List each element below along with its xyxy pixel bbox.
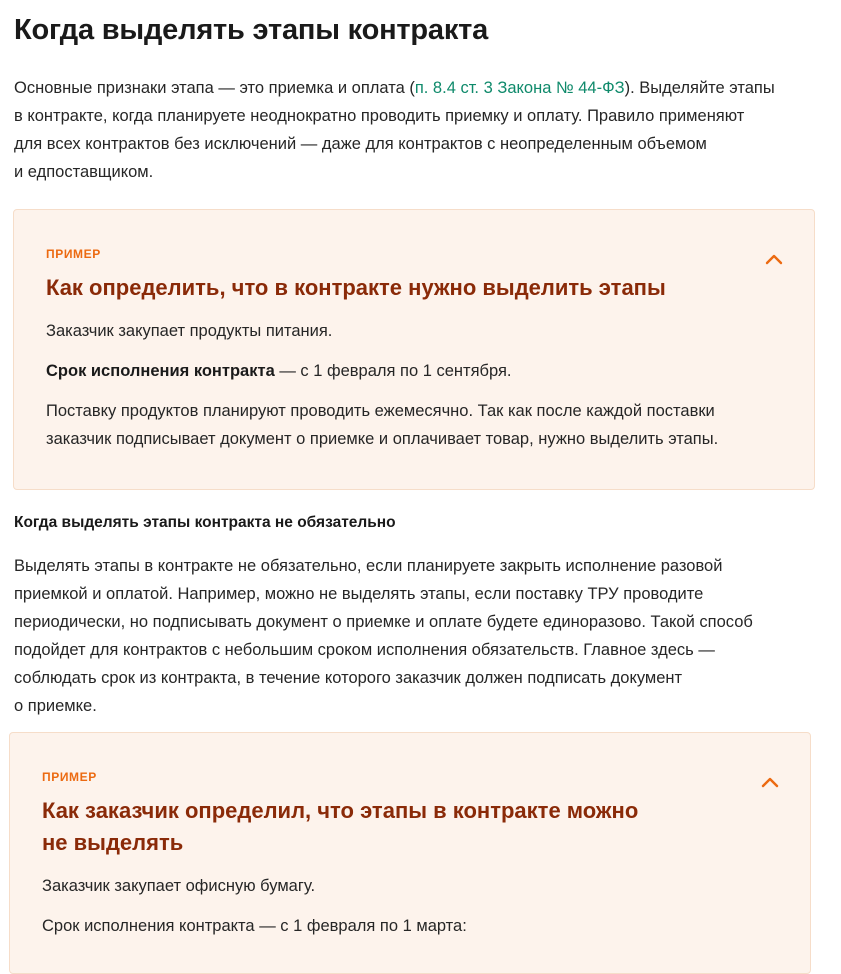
example-text: Заказчик закупает офисную бумагу. [42,877,316,895]
intro-line: для всех контрактов без исключений — даже для контрактов с неопределенным объемом [14,135,707,153]
example-title [42,795,638,859]
example-card-1 [13,209,815,490]
body-paragraph [14,552,753,720]
body-line: о приемке. [14,697,97,715]
intro-text: ). Выделяйте этапы [624,79,775,97]
example-label: ПРИМЕР [42,770,97,784]
intro-paragraph [14,74,775,186]
example-title-line: Как заказчик определил, что этапы в контракте можно [42,798,639,823]
intro-line: и едпоставщиком. [14,163,154,181]
section-subheading: Когда выделять этапы контракта не обязательно [14,514,396,531]
term-label: Срок исполнения контракта [46,362,275,380]
example-line: Поставку продуктов планируют проводить ежемесячно. Так как после каждой поставки [46,402,715,420]
example-title-line: Как определить, что в контракте нужно выделить этапы [46,275,666,300]
example-card-2 [9,732,811,974]
example-text [46,397,718,453]
example-text: Срок исполнения контракта — с 1 февраля по 1 марта: [42,917,467,935]
body-line: Выделять этапы в контракте не обязательно, если планируете закрыть исполнение разовой [14,557,723,575]
example-label: ПРИМЕР [46,247,101,261]
intro-line: в контракте, когда планируете неоднократно проводить приемку и оплату. Правило применяют [14,107,745,125]
body-line: подойдет для контрактов с небольшим сроком исполнения обязательств. Главное здесь — [14,641,715,659]
body-line: соблюдать срок из контракта, в течение которого заказчик должен подписать документ [14,669,683,687]
intro-text: Основные признаки этапа — это приемка и оплата ( [14,79,415,97]
page-title: Когда выделять этапы контракта [14,14,489,46]
chevron-up-icon[interactable] [765,253,783,265]
law-link[interactable]: п. 8.4 ст. 3 Закона № 44-ФЗ [414,79,625,97]
body-line: приемкой и оплатой. Например, можно не выделять этапы, если поставку ТРУ проводите [14,585,704,603]
body-line: периодически, но подписывать документ о приемке и оплате будете единоразово. Такой способ [14,613,753,631]
example-text: Заказчик закупает продукты питания. [46,322,333,340]
term-value: — с 1 февраля по 1 сентября. [274,362,512,380]
example-title-line: не выделять [42,830,184,855]
example-term [46,357,512,385]
example-line: заказчик подписывает документ о приемке и оплачивает товар, нужно выделить этапы. [46,430,719,448]
example-title [46,272,666,304]
chevron-up-icon[interactable] [761,776,779,788]
